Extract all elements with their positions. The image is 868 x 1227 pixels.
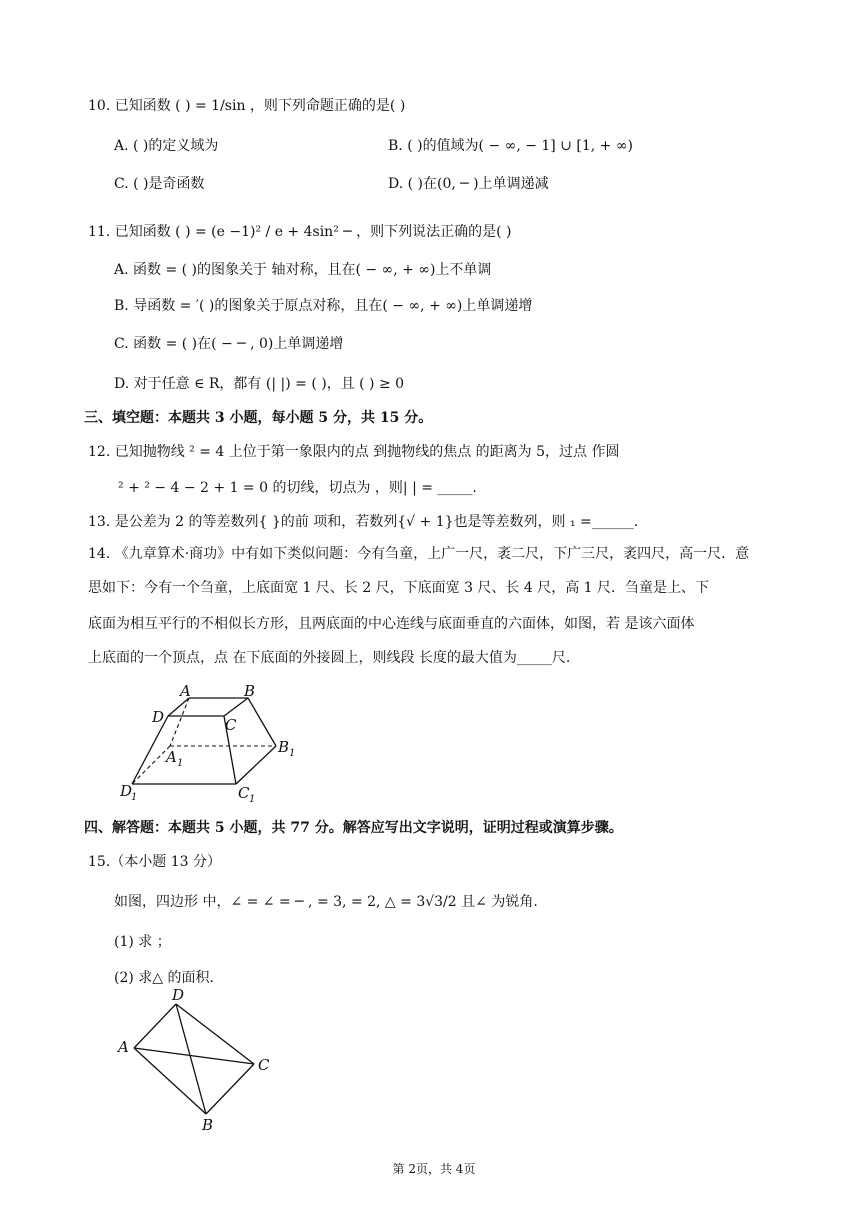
side-CB	[206, 1064, 254, 1114]
edge-BB1	[248, 698, 276, 746]
q10-option-d: D. ( )在(0, ─ )上单调递减	[388, 176, 549, 192]
q10-stem: 10. 已知函数 ( ) = 1/sin ，则下列命题正确的是( )	[88, 98, 406, 114]
label-A: A	[118, 1038, 129, 1056]
hidden-edge-A1D1	[132, 746, 170, 784]
edge-BC	[224, 698, 248, 716]
label-D1: D	[120, 782, 133, 800]
label-D: D	[172, 986, 185, 1004]
q15-part-2: (2) 求△ 的面积.	[114, 970, 214, 986]
q14-line-4: 上底面的一个顶点，点 在下底面的外接圆上，则线段 长度的最大值为_____尺.	[88, 650, 571, 666]
q14-line-1: 14. 《九章算术·商功》中有如下类似问题：今有刍童，上广一尺，袤二尺，下广三尺，袤四尺，高一尺．意	[88, 546, 750, 562]
q14-line-3: 底面为相互平行的不相似长方形，且两底面的中心连线与底面垂直的六面体，如图，若 是该六面体	[88, 616, 695, 632]
q11-stem: 11. 已知函数 ( ) = (e −1)² / e + 4sin² ─ ，则下列说法正确的是( )	[88, 224, 512, 240]
diagonal-DB	[176, 1004, 206, 1114]
section-3-heading: 三、填空题：本题共 3 小题，每小题 5 分，共 15 分。	[84, 410, 433, 426]
q11-option-b: B. 导函数 = ′( )的图象关于原点对称，且在( − ∞, + ∞)上单调递增	[114, 298, 533, 314]
label-A1: A	[166, 748, 177, 766]
q15-part-1: (1) 求 ；	[114, 934, 171, 950]
page-footer: 第 2页，共 4页	[392, 1162, 476, 1176]
q10-option-b: B. ( )的值域为( − ∞, − 1] ∪ [1, + ∞)	[388, 138, 633, 154]
label-B: B	[244, 682, 256, 700]
side-BA	[134, 1048, 206, 1114]
label-D: D	[152, 708, 165, 726]
hidden-edge-AA1	[170, 698, 189, 746]
edge-DD1	[132, 716, 168, 784]
q11-option-c: C. 函数 = ( )在( − ─ , 0)上单调递增	[114, 336, 344, 352]
label-B1: B	[278, 738, 290, 756]
label-B: B	[202, 1116, 214, 1134]
q15-title: 15.（本小题 13 分）	[88, 854, 221, 870]
label-A1-sub: 1	[177, 758, 184, 769]
q10-option-a: A. ( )的定义域为	[114, 138, 219, 154]
q11-option-d: D. 对于任意 ∈ R，都有 (| |) = ( )，且 ( ) ≥ 0	[114, 376, 405, 392]
q12-line-1: 12. 已知抛物线 ² = 4 上位于第一象限内的点 到抛物线的焦点 的距离为 5，过点 作圆	[88, 444, 620, 460]
label-A: A	[180, 682, 191, 700]
q14-line-2: 思如下：今有一个刍童，上底面宽 1 尺、长 2 尺，下底面宽 3 尺、长 4 尺，高 1 尺．刍童是上、下	[88, 580, 710, 596]
q15-stem: 如图，四边形 中，∠ = ∠ = ─ , = 3, = 2, △ = 3√3/2 且∠ 为锐角.	[114, 894, 538, 910]
label-C: C	[258, 1056, 270, 1074]
label-C1-sub: 1	[249, 794, 256, 804]
label-C: C	[225, 716, 237, 734]
label-C1: C	[238, 784, 250, 802]
q13-text: 13. 是公差为 2 的等差数列{ }的前 项和，若数列{√ + 1}也是等差数列，则 ₁ =______.	[88, 514, 639, 530]
label-B1-sub: 1	[289, 748, 296, 759]
edge-C1B1	[236, 746, 276, 784]
q12-line-2: ² + ² − 4 − 2 + 1 = 0 的切线，切点为 ，则| | = _____.	[118, 480, 477, 496]
section-4-heading: 四、解答题：本题共 5 小题，共 77 分。解答应写出文字说明，证明过程或演算步骤。	[84, 820, 623, 836]
q11-option-a: A. 函数 = ( )的图象关于 轴对称，且在( − ∞, + ∞)上不单调	[114, 262, 492, 278]
q10-option-c: C. ( )是奇函数	[114, 176, 205, 192]
label-D1-sub: 1	[131, 792, 138, 803]
frustum-figure	[112, 682, 312, 804]
quadrilateral-figure	[112, 986, 282, 1136]
side-AD	[134, 1004, 176, 1048]
